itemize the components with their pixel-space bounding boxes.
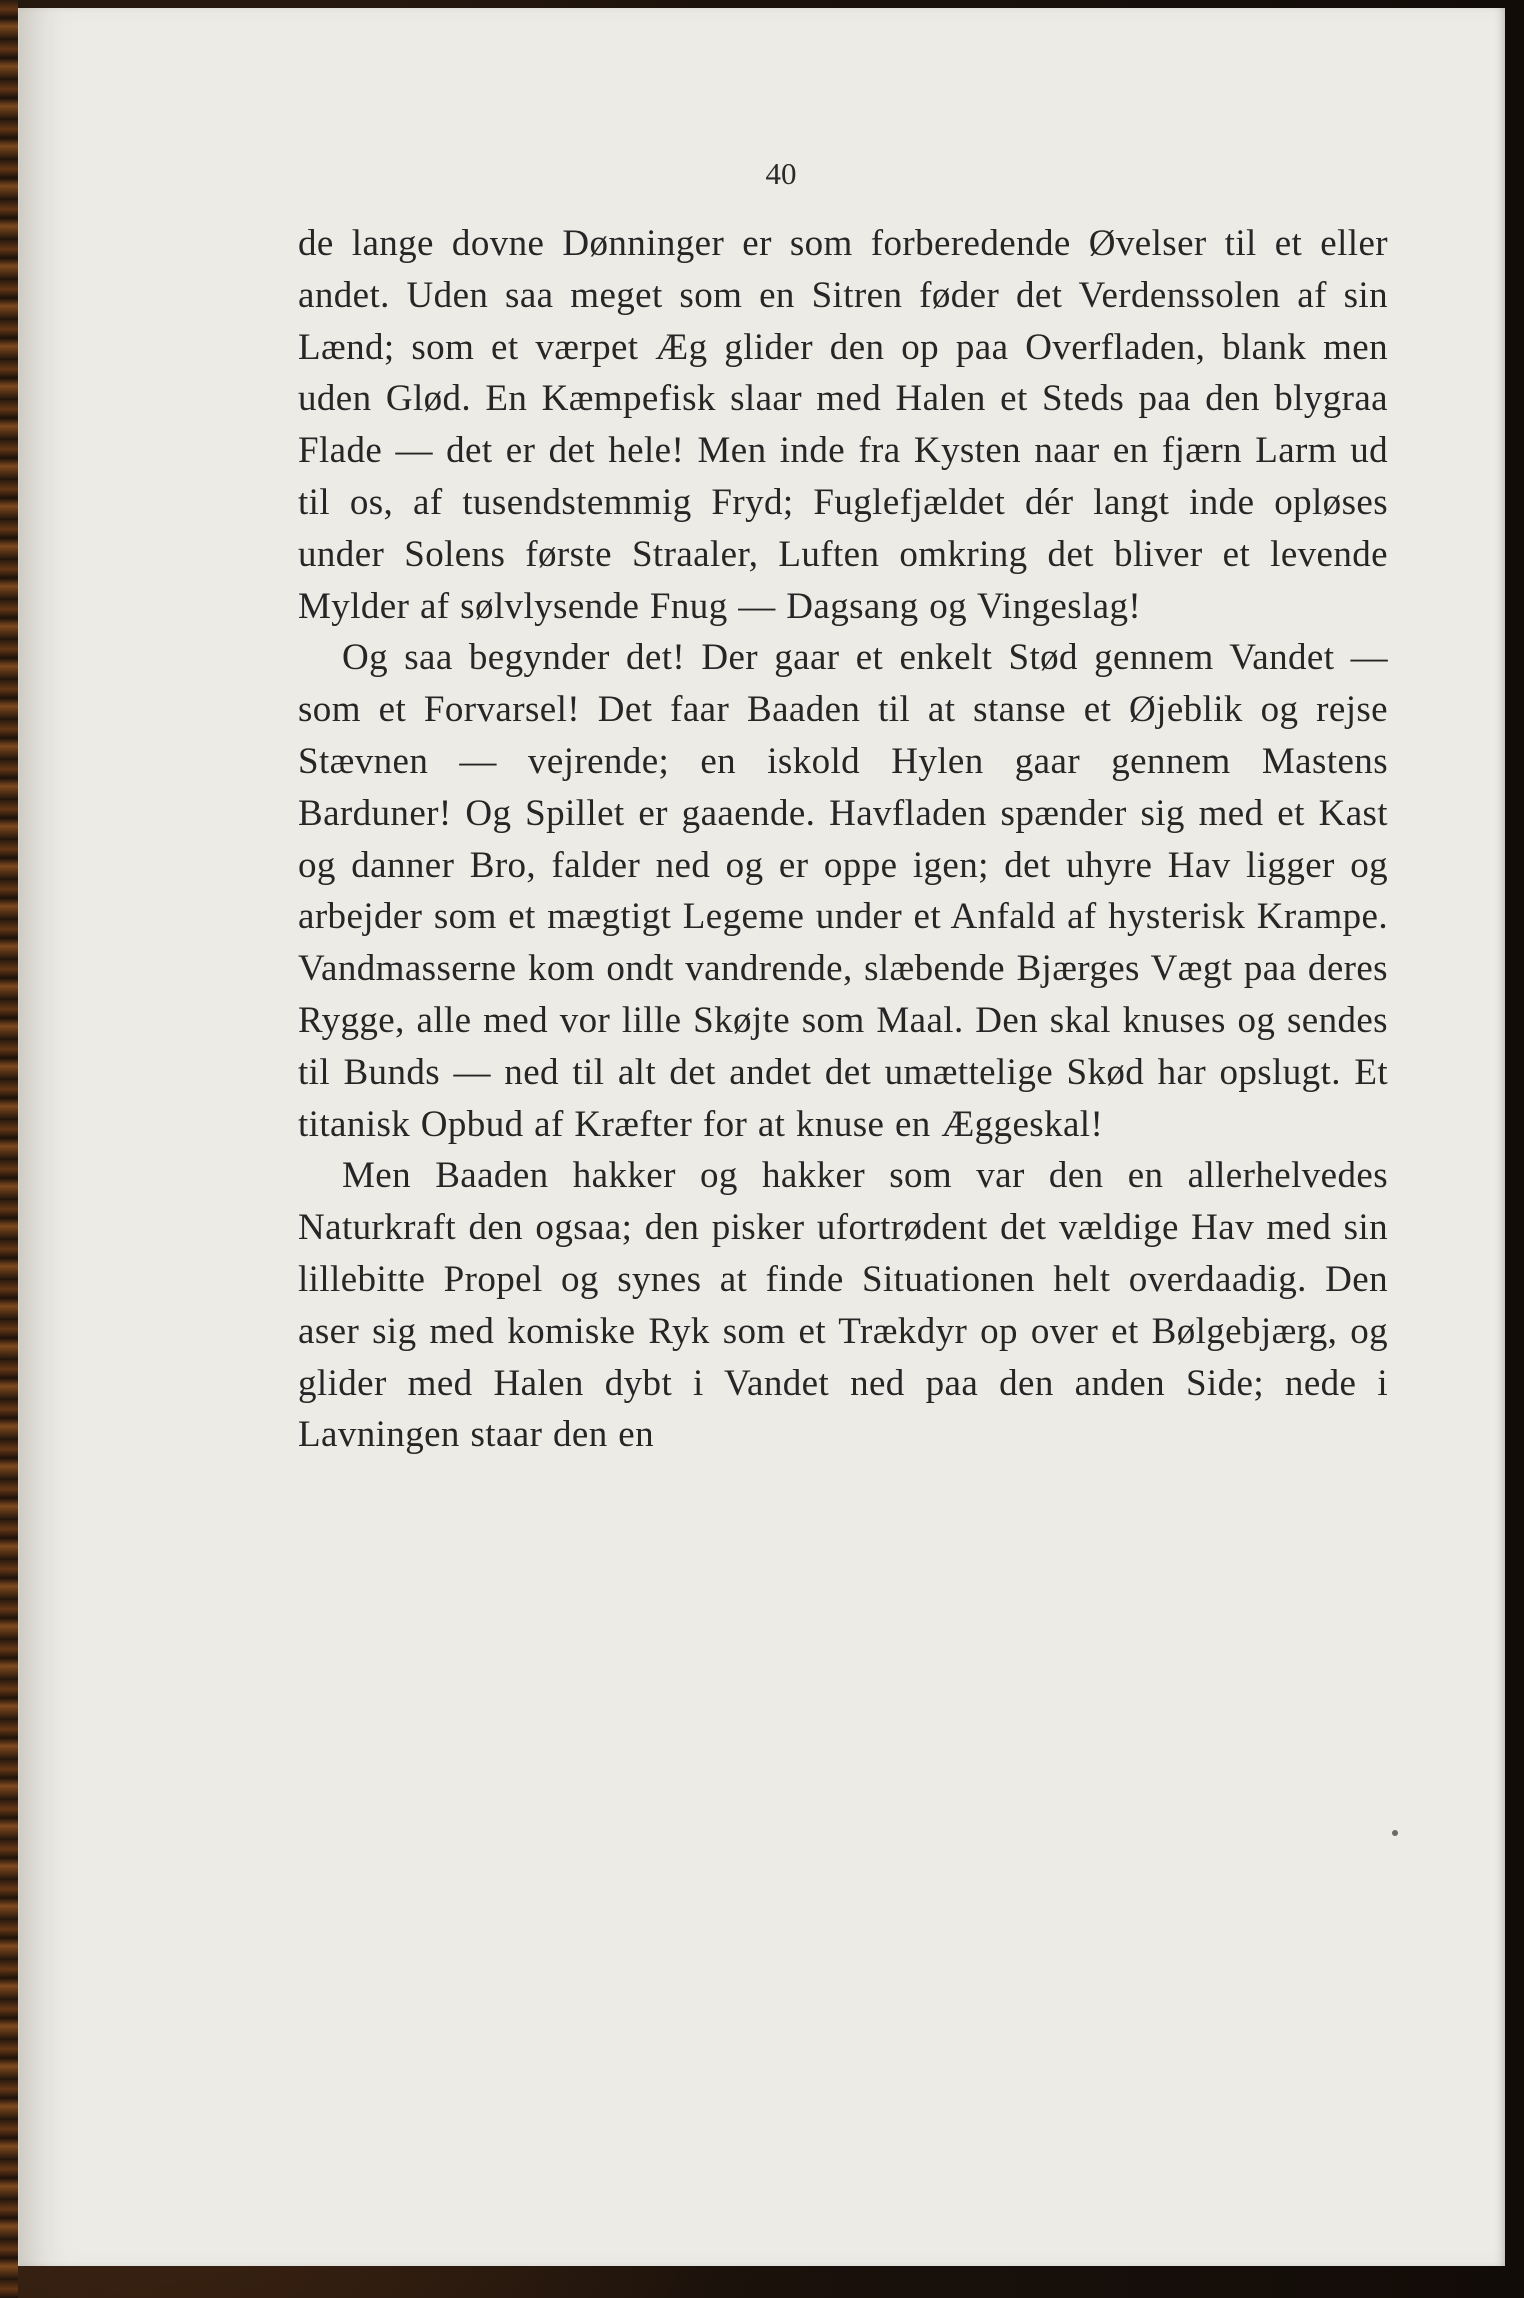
book-binding-edge (0, 0, 18, 2298)
page-number: 40 (765, 156, 797, 191)
ink-speck (1392, 1830, 1398, 1836)
paragraph-3: Men Baaden hakker og hakker som var den en allerhelvedes Naturkraft den ogsaa; den pisker ufortrødent det vældige Hav med sin lillebitte Propel og synes at finde Situationen helt overdaadig. Den aser sig med komiske Ryk som et Trækdyr op over et Bølgebjærg, og glider med Halen dybt i Vandet ned paa den anden Side; nede i Lavningen staar den en (298, 1155, 1388, 1456)
paragraph-2: Og saa begynder det! Der gaar et enkelt Stød gennem Vandet — som et Forvarsel! Det faar Baaden til at stanse et Øjeblik og rejse Stævnen — vejrende; en iskold Hylen gaar gennem Mastens Barduner! Og Spillet er gaaende. Havfladen spænder sig med et Kast og danner Bro, falder ned og er oppe igen; det uhyre Hav ligger og arbejder som et mægtigt Legeme under et Anfald af hysterisk Krampe. Vandmasserne kom ondt vandrende, slæbende Bjærges Vægt paa deres Rygge, alle med vor lille Skøjte som Maal. Den skal knuses og sendes til Bunds — ned til alt det andet det umættelige Skød har opslugt. Et titanisk Opbud af Kræfter for at knuse en Æggeskal! (298, 637, 1388, 1145)
body-text (298, 218, 1388, 1461)
paragraph-1: de lange dovne Dønninger er som forberedende Øvelser til et eller andet. Uden saa meget som en Sitren føder det Verdenssolen af sin Lænd; som et værpet Æg glider den op paa Overfladen, blank men uden Glød. En Kæmpefisk slaar med Halen et Steds paa den blygraa Flade — det er det hele! Men inde fra Kysten naar en fjærn Larm ud til os, af tusendstemmig Fryd; Fuglefjældet dér langt inde opløses under Solens første Straaler, Luften omkring det bliver et levende Mylder af sølvlysende Fnug — Dagsang og Vingeslag! (298, 223, 1388, 627)
